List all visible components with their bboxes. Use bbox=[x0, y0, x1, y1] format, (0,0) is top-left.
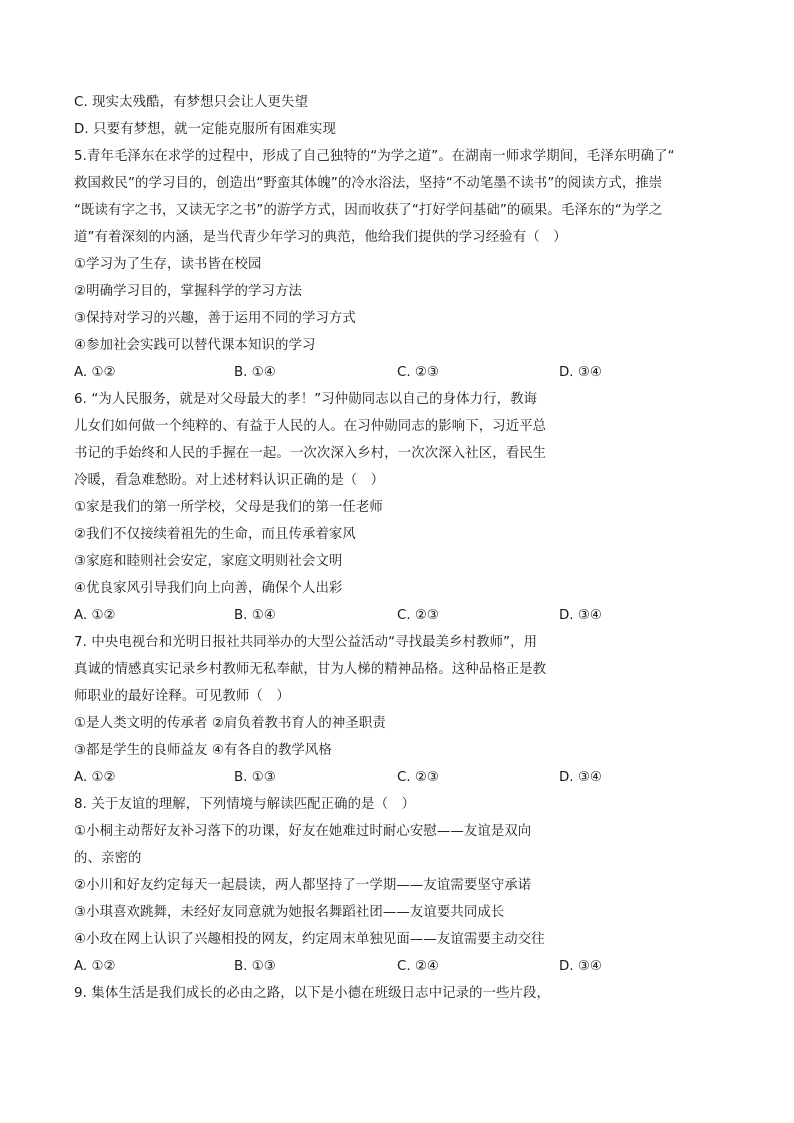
q5-option-c: C. ②③ bbox=[397, 365, 439, 380]
page-content bbox=[74, 89, 734, 1007]
q5-statement-2: ②明确学习目的，掌握科学的学习方法 bbox=[74, 284, 302, 299]
q6-statement-3: ③家庭和睦则社会安定，家庭文明则社会文明 bbox=[74, 554, 343, 569]
q6-option-c: C. ②③ bbox=[397, 608, 439, 623]
q6-statement-4: ④优良家风引导我们向上向善，确保个人出彩 bbox=[74, 581, 343, 596]
q5-stem-line-2: 救国救民”的学习目的，创造出“野蛮其体魄”的冷水浴法，坚持“不动笔墨不读书”的阅读方式，推崇 bbox=[74, 176, 663, 191]
q8-statement-4: ④小玫在网上认识了兴趣相投的网友，约定周末单独见面——友谊需要主动交往 bbox=[74, 932, 545, 947]
q4-option-d: D. 只要有梦想，就一定能克服所有困难实现 bbox=[74, 122, 336, 137]
q8-option-d: D. ③④ bbox=[559, 959, 602, 974]
q6-options bbox=[74, 602, 734, 629]
q8-statement-1-line-1: ①小桐主动帮好友补习落下的功课，好友在她难过时耐心安慰——友谊是双向 bbox=[74, 824, 532, 839]
q7-stem-line-2: 真诚的情感真实记录乡村教师无私奉献，甘为人梯的精神品格。这种品格正是教 bbox=[74, 662, 547, 677]
q7-stem-line-3: 师职业的最好诠释。可见教师（ ） bbox=[74, 689, 290, 704]
q7-statements-1-2: ①是人类文明的传承者 ②肩负着教书育人的神圣职责 bbox=[74, 716, 386, 731]
q8-statement-3: ③小琪喜欢跳舞，未经好友同意就为她报名舞蹈社团——友谊要共同成长 bbox=[74, 905, 505, 920]
q7-option-c: C. ②③ bbox=[397, 770, 439, 785]
q8-option-c: C. ②④ bbox=[397, 959, 439, 974]
q6-stem-line-3: 书记的手始终和人民的手握在一起。一次次深入乡村，一次次深入社区，看民生 bbox=[74, 446, 547, 461]
q7-option-a: A. ①② bbox=[74, 770, 116, 785]
q6-option-b: B. ①④ bbox=[234, 608, 276, 623]
q6-stem-line-2: 儿女们如何做一个纯粹的、有益于人民的人。在习仲勋同志的影响下，习近平总 bbox=[74, 419, 547, 434]
q4-option-c: C. 现实太残酷，有梦想只会让人更失望 bbox=[74, 95, 309, 110]
q8-statement-1-line-2: 的、亲密的 bbox=[74, 851, 142, 866]
q5-options bbox=[74, 359, 734, 386]
q7-stem-line-1: 7. 中央电视台和光明日报社共同举办的大型公益活动“寻找最美乡村教师”，用 bbox=[74, 635, 538, 650]
q5-option-a: A. ①② bbox=[74, 365, 116, 380]
q8-stem: 8. 关于友谊的理解，下列情境与解读匹配正确的是（ ） bbox=[74, 797, 416, 812]
q7-statements-3-4: ③都是学生的良师益友 ④有各自的教学风格 bbox=[74, 743, 332, 758]
q9-stem-line-1: 9. 集体生活是我们成长的必由之路，以下是小德在班级日志中记录的一些片段， bbox=[74, 986, 551, 1001]
q5-option-b: B. ①④ bbox=[234, 365, 276, 380]
q8-statement-2: ②小川和好友约定每天一起晨读，两人都坚持了一学期——友谊需要坚守承诺 bbox=[74, 878, 532, 893]
q6-statement-1: ①家是我们的第一所学校，父母是我们的第一任老师 bbox=[74, 500, 383, 515]
q6-statement-2: ②我们不仅接续着祖先的生命，而且传承着家风 bbox=[74, 527, 356, 542]
q5-statement-3: ③保持对学习的兴趣，善于运用不同的学习方式 bbox=[74, 311, 356, 326]
q6-option-a: A. ①② bbox=[74, 608, 116, 623]
q5-option-d: D. ③④ bbox=[559, 365, 602, 380]
q8-option-b: B. ①③ bbox=[234, 959, 276, 974]
q8-option-a: A. ①② bbox=[74, 959, 116, 974]
q7-option-b: B. ①③ bbox=[234, 770, 276, 785]
q6-option-d: D. ③④ bbox=[559, 608, 602, 623]
q5-stem-line-1: 5.青年毛泽东在求学的过程中，形成了自己独特的“为学之道”。在湖南一师求学期间，毛泽东明确了“ bbox=[74, 149, 675, 164]
q7-options bbox=[74, 764, 734, 791]
q7-option-d: D. ③④ bbox=[559, 770, 602, 785]
q5-stem-line-3: “既读有字之书，又读无字之书”的游学方式，因而收获了“打好学问基础”的硕果。毛泽东的“为学之 bbox=[74, 203, 663, 218]
q5-statement-4: ④参加社会实践可以替代课本知识的学习 bbox=[74, 338, 316, 353]
q6-stem-line-4: 冷暖，看急难愁盼。对上述材料认识正确的是（ ） bbox=[74, 473, 385, 488]
q5-statement-1: ①学习为了生存，读书皆在校园 bbox=[74, 257, 262, 272]
q6-stem-line-1: 6. “为人民服务，就是对父母最大的孝！”习仲勋同志以自己的身体力行，教诲 bbox=[74, 392, 538, 407]
q5-stem-line-4: 道”有着深刻的内涵，是当代青少年学习的典范，他给我们提供的学习经验有（ ） bbox=[74, 230, 567, 245]
q8-options bbox=[74, 953, 734, 980]
